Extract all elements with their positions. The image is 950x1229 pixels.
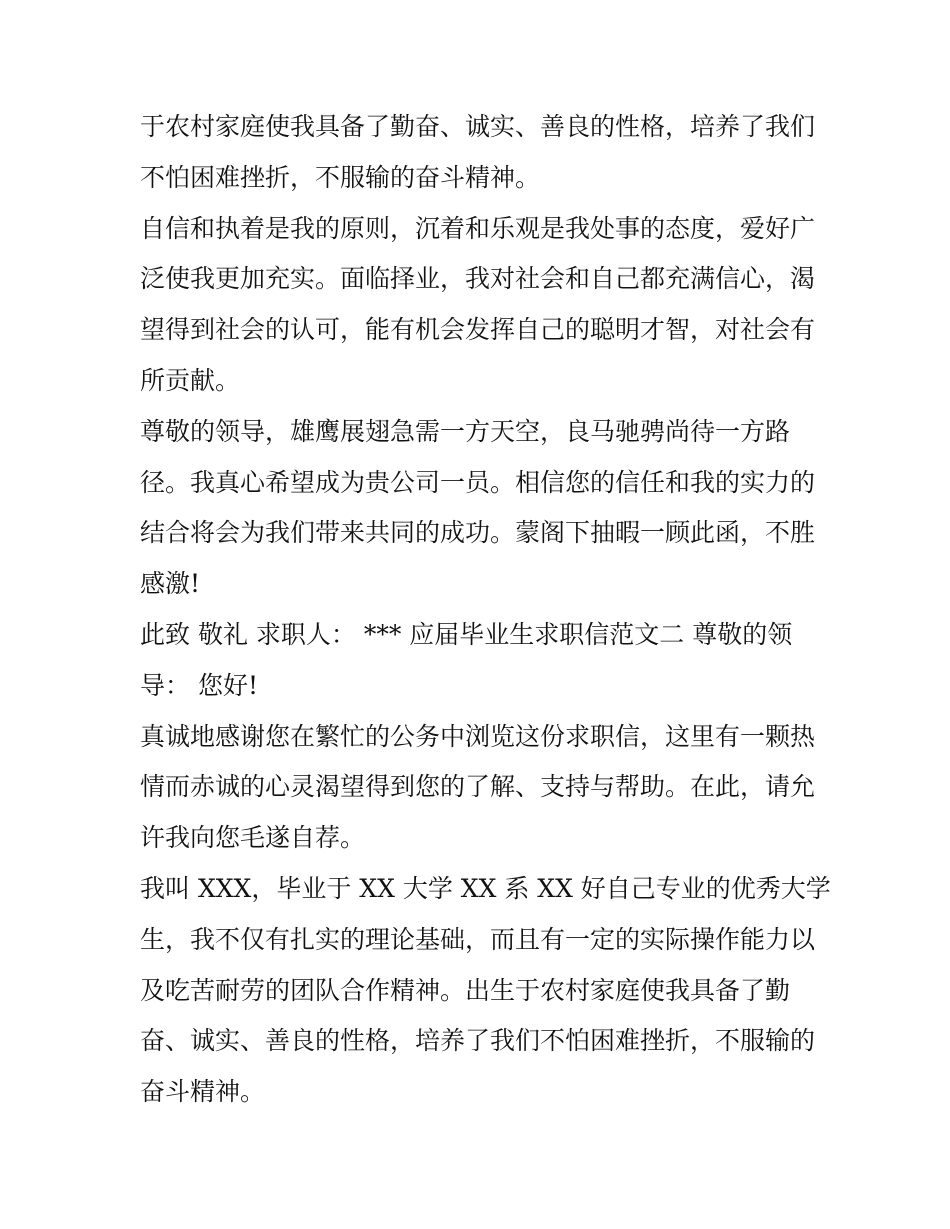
- text-line: 尊敬的领导，雄鹰展翅急需一方天空，良马驰骋尚待一方路: [140, 416, 791, 446]
- text-line: 真诚地感谢您在繁忙的公务中浏览这份求职信，这里有一颗热: [140, 721, 816, 751]
- text-line: 导： 您好!: [140, 670, 258, 700]
- text-line: 不怕困难挫折，不服输的奋斗精神。: [140, 162, 541, 192]
- text-line: 及吃苦耐劳的团队合作精神。出生于农村家庭使我具备了勤: [140, 975, 791, 1005]
- text-line: 结合将会为我们带来共同的成功。蒙阁下抽暇一顾此函，不胜: [140, 518, 816, 548]
- text-line: 望得到社会的认可，能有机会发挥自己的聪明才智，对社会有: [140, 315, 816, 345]
- text-line: 奋、诚实、善良的性格，培养了我们不怕困难挫折，不服输的: [140, 1026, 816, 1056]
- text-line: 我叫 XXX，毕业于 XX 大学 XX 系 XX 好自己专业的优秀大学: [140, 873, 831, 903]
- text-line: 此致 敬礼 求职人： *** 应届毕业生求职信范文二 尊敬的领: [140, 619, 793, 649]
- text-line: 自信和执着是我的原则，沉着和乐观是我处事的态度，爱好广: [140, 213, 816, 243]
- text-line: 所贡献。: [140, 365, 241, 395]
- text-line: 许我向您毛遂自荐。: [140, 823, 366, 853]
- letter-body: [140, 102, 831, 1118]
- text-line: 感激!: [140, 569, 201, 599]
- text-line: 情而赤诚的心灵渴望得到您的了解、支持与帮助。在此，请允: [140, 772, 816, 802]
- text-line: 径。我真心希望成为贵公司一员。相信您的信任和我的实力的: [140, 467, 816, 497]
- text-line: 生，我不仅有扎实的理论基础，而且有一定的实际操作能力以: [140, 924, 816, 954]
- text-line: 奋斗精神。: [140, 1077, 266, 1107]
- text-line: 于农村家庭使我具备了勤奋、诚实、善良的性格，培养了我们: [140, 112, 816, 141]
- text-line: 泛使我更加充实。面临择业，我对社会和自己都充满信心，渴: [140, 264, 816, 294]
